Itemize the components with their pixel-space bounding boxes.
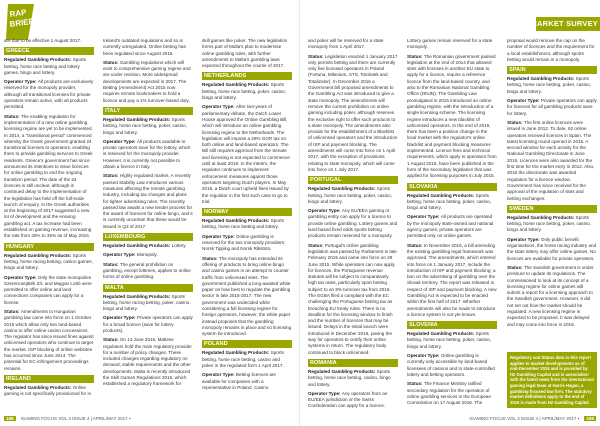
country-heading: SWEDEN — [507, 205, 597, 213]
article-column-2 — [103, 38, 193, 391]
paragraph-text: The enabling regulation for implementation of a new online gambling licensing regime are yet to be implemented. In 2014, a "transitional period" commenced whereby the Greek government granted 24 transitional licenses to operators, enabling them to provide gambling services to Greek residents. Greece's government has since announced its intentions to issue licences for online gambling to end the ongoing transition period. The date of the 24 licences is still unclear, although is continued delay to the implementation of the legislation has held off the full-scale launch of enquiry. In the Greek authorities at the beginning of 2017 suggested a new lot of development and the ensuing gambling act. A tax increase had been established on gaming revenue, increasing the rate from 30% to 35% as of May 2016. — [4, 113, 93, 239]
article-paragraph — [308, 38, 398, 51]
paragraph-text: and poker will be reserved for a state monopoly from 1 April 2017. — [308, 38, 384, 50]
paragraph-label: Operator Type: — [103, 315, 137, 321]
country-heading: GREECE — [4, 47, 94, 55]
paragraph-text: All products are exclusively reserved for the monopoly provider, although all transitional licenses for private operators remain active, with all products permitted. — [4, 79, 94, 110]
country-heading: SLOVENIA — [407, 321, 497, 329]
paragraph-text: Sports betting, horse race betting, poker, casino, bingo and lottery. — [507, 76, 592, 94]
article-paragraph — [4, 309, 94, 372]
page-number-left: 168 — [6, 416, 14, 421]
paragraph-text: Sports betting, horse race betting, poker, casino, bingo and lottery. — [407, 331, 492, 349]
paragraph-text: Sports betting, horse race betting, poker, casino, bingo and lottery. — [308, 186, 393, 204]
page-number-right: 169 — [586, 416, 594, 421]
article-paragraph — [202, 372, 292, 391]
article-column-6 — [507, 38, 597, 331]
paragraph-text: Legislation enacted 1 January 2017 only permits betting and there are currently only five licensed operators in Poland (Fortuna, Milenium, STS, Totolotek and Totalizator). In December 2016 a Government bill proposed amendments to the Gambling Act was introduced to give a state monopoly. The amendments will remove the current prohibition on online gaming including poker, although reserves the exclusive right to offer such products to a state monopoly. The amendments also provide for the establishment of a Blacklist of unlicensed operators and the introduction of ISP and payment blocking. The amendments will come into force on 1 April 2017, with the exception of provisions relating to state monopoly, which will come into force on 1 July 2017. — [308, 53, 398, 172]
paragraph-label: Operator Type: — [407, 353, 441, 359]
paragraph-text: The Romanian government passed legislation at the end of 2014 that allowed sites with licenses in another EU state to apply for a licence, require a reference licence from the land-based country, and also to the Romanian National Gambling Office (ONJN). The Gambling Law promulgated in 2015 introduced an online gambling regime, with the introduction of a single licensing scheme. The licensing regime introduces a new blacklist of unlicensed operators. In the end of 2016, there has been a positive change in the local market with the regulator's online blacklist and payment blocking measures implemented. Licence fees and technical requirements, which apply to operators from 1 August 2015, have been published in the form of the secondary legislation that was applied for licensing purposes in July 2015. — [407, 53, 497, 179]
country-heading: HUNGARY — [4, 243, 94, 251]
paragraph-label: Operator Type: — [308, 390, 342, 396]
article-paragraph — [308, 369, 398, 388]
paragraph-text: Only the state monopolies Szerencsejáték Zrt. and Magyar Lottó were permitted to offer online and land connections companies can apply for a license. — [4, 274, 92, 305]
paragraph-label: Regulated Gambling Products: — [4, 57, 73, 63]
paragraph-label: Regulated Gambling Products: — [103, 293, 172, 299]
article-paragraph — [202, 218, 292, 231]
paragraph-label: Regulated Gambling Products: — [4, 384, 73, 390]
country-heading: IRELAND — [4, 375, 94, 383]
article-paragraph — [103, 294, 193, 313]
country-heading: NETHERLANDS — [202, 72, 292, 80]
paragraph-text: Sports betting, horse race betting, poker, casino, bingo and lottery. — [202, 82, 287, 101]
paragraph-text: Sports betting, horse race betting and lottery games, bingo and lottery. — [4, 57, 86, 75]
paragraph-text: Sports betting, horse race betting and lottery. — [202, 218, 284, 230]
paragraph-label: Regulated Gambling Products: — [407, 331, 476, 337]
article-paragraph — [407, 353, 497, 378]
article-paragraph — [407, 243, 497, 319]
article-paragraph — [202, 234, 292, 253]
paragraph-text: The Finance Ministry ratified secondary regulation for the operation of online gambling services in the European Commission on 17 August 2016. The — [407, 381, 492, 406]
paragraph-label: Operator Type: — [202, 372, 236, 378]
country-heading: LUXEMBOURG — [103, 233, 193, 241]
paragraph-label: Status: — [103, 261, 120, 267]
paragraph-text: Private operators can apply for a broad licence (save for lottery products). — [103, 315, 193, 333]
paragraph-text: skill games like poker. The new legislation forms part of Malta's plan to modernise online gambling rules, with further amendments to Malta's gambling laws expected throughout the course of 2017. — [202, 38, 288, 69]
paragraph-text: Lottery games remain reserved for a state monopoly. — [407, 38, 493, 50]
article-paragraph — [407, 54, 497, 180]
article-paragraph — [4, 275, 94, 306]
paragraph-text: The monopoly has extended its offering of products to bring online bingo and casino games in an attempt to counter traffic from unlicensed sites. The government published a long-awaited white paper on how best to regulate the gambling sector in late 2016-2017. The new government was undecided while considering a full licensing regime for foreign operators, however, the white paper instead proposes that the gambling monopoly remains in place and no licensing system be introduced. — [202, 255, 292, 337]
paragraph-text: The general prohibition on gambling, except lotteries, applies to online forms of online gambling. — [103, 261, 191, 280]
paragraph-text: Only public benefit organisations, the horse racing industry and the state lottery may offer online games. No licences are available for private operators. — [507, 236, 597, 261]
article-paragraph — [4, 114, 94, 240]
rapid-briefing-logo — [4, 2, 52, 42]
article-paragraph — [4, 79, 94, 110]
article-paragraph — [507, 215, 597, 234]
paragraph-label: Status: — [407, 381, 424, 387]
paragraph-text: Lottery — [171, 243, 186, 249]
paragraph-label: Regulated Gambling Products: — [4, 252, 73, 258]
paragraph-label: Regulated Gambling Products: — [507, 214, 576, 220]
paragraph-label: Status: — [202, 255, 219, 261]
paragraph-label: Regulated Gambling Products: — [202, 350, 271, 356]
paragraph-text: All products are operated by the monopoly state-owned and national agency games; private operators are permitted only on online games. — [407, 214, 494, 239]
paragraph-text: After two-years of parliamentary debate, the Dutch Lower House approved the Online Gambling Bill, which will introduce an online gambling licensing regime to the Netherlands. The legislation will impose a 29% GGR tax on both online and land-based operators. The Bill still requires approval from the Senate and licensing is not expected to commence until at least 2018. In the interim, the regulator continues to implement enforcement measures against those operators targeting Dutch players. In May 2016, a Dutch court upheld fines issued by the regulator in the first such case to go to trial. — [202, 104, 290, 204]
article-paragraph — [308, 243, 398, 356]
article-paragraph — [103, 60, 193, 104]
country-heading: NORWAY — [202, 208, 292, 216]
paragraph-text: Monopoly. — [136, 252, 158, 258]
paragraph-label: Operator Type: — [507, 98, 541, 104]
paragraph-text: Online gaming is not specifically provisioned for in — [4, 384, 92, 397]
article-paragraph — [407, 331, 497, 350]
article-paragraph — [202, 82, 292, 101]
article-paragraph — [308, 186, 398, 205]
article-paragraph — [4, 385, 94, 398]
article-paragraph — [103, 117, 193, 136]
footer-right — [470, 416, 597, 421]
article-paragraph — [103, 243, 193, 249]
paragraph-label: Operator Type: — [202, 233, 236, 239]
paragraph-label: Status: — [507, 119, 524, 125]
paragraph-label: Operator Type: — [507, 236, 541, 242]
paragraph-label: Operator Type: — [308, 208, 342, 214]
article-paragraph — [407, 214, 497, 239]
data-note-box — [507, 352, 597, 408]
country-heading: ITALY — [103, 107, 193, 115]
country-heading: SLOVAKIA — [407, 183, 497, 191]
paragraph-text: Betting licences are available for companies with a representative in Poland. Casino — [202, 372, 276, 390]
article-paragraph — [103, 252, 193, 258]
article-paragraph — [202, 256, 292, 338]
article-paragraph — [103, 262, 193, 281]
svg-text:BRIEF: BRIEF — [9, 16, 35, 29]
article-column-1 — [4, 38, 94, 401]
country-heading: SPAIN — [507, 66, 597, 74]
footer-left-text: iGAMING FOCUS VOL 3 ISSUE 4 | APRIL/MAY 2017 ▪ — [20, 416, 131, 421]
paragraph-text: Online gambling is currently only accessible by land-based licensees of casinos and to state-controlled lottery and betting operators. — [407, 353, 495, 377]
paragraph-label: Regulated Gambling Products: — [407, 192, 476, 198]
footer-left — [4, 416, 131, 421]
country-heading: POLAND — [202, 340, 292, 348]
paragraph-label: Operator Type: — [103, 252, 137, 258]
article-column-4 — [308, 38, 398, 413]
paragraph-text: Amendments to Hungarian gambling law came into force on 1 October 2015 which allow only two land-based casino to offer online casino concessions. The regulator has since issued fines against unlicensed operators who continue to target the market. IGP blocking of online websites has occurred since June 2014. The potential for EC infringement proceedings remains. — [4, 308, 94, 371]
footer-right-text: iGAMING FOCUS VOL 3 ISSUE 4 | APRIL/MAY 2017 ▪ — [469, 416, 580, 421]
paragraph-label: Operator Type: — [4, 79, 38, 85]
article-paragraph — [103, 173, 193, 230]
article-paragraph — [507, 76, 597, 95]
data-note-text: Regulatory and Status data in this report applies to market developments as of mid-December 2016 and is provided by H2 Gambling Capital and in association with the latest news from the international gaming legal team at Harris Hagan, a gambling focused law firm. The statutory market definitions apply to the end of 2016 is made from H2 Gambling Capital. — [510, 355, 594, 405]
section-title: WORLD MARKET SURVEY — [498, 19, 598, 28]
article-paragraph — [507, 38, 597, 63]
paragraph-text: Any EU/EEA gaming or gambling entity can apply for a licence to provide online gambling. Lottery games and land-based fixed odds sports betting products remain reserved for a monopoly. — [308, 208, 398, 239]
svg-text:RAP: RAP — [9, 7, 28, 19]
paragraph-text: Gambling regulations which will exist to comprehensive gaming regime and are under revision. More widespread developments are expected in 2017. The Betting (Amendment) Act 2015 now requires remote bookmakers to hold a licence and pay a 1% turnover-based duty. — [103, 59, 191, 103]
paragraph-text: Sports betting, horse race betting, poker, casino, bingo and lottery. — [407, 192, 492, 211]
paragraph-label: Status: — [103, 173, 120, 179]
paragraph-label: Operator Type: — [103, 138, 137, 144]
paragraph-text: Sports betting, horse race betting, poker, casino, bingo and lottery. — [103, 116, 188, 135]
paragraph-text: Sports betting, horse racing betting, casino games, bingo and lottery. — [4, 252, 93, 271]
article-paragraph — [202, 350, 292, 369]
article-paragraph — [103, 38, 193, 57]
paragraph-label: Status: — [103, 337, 120, 343]
paragraph-text: The first online licences were issued in June 2012. To date, 62 online operators received licences in Spain. The latest licensing round opened in 2015. A second window for each activity for the National Gambling Directorate in June 2016. Licences were also awarded for the first time for the market entry in 2012. Also, 2016 the directorate was awarded regulation for a licence window. Government has since received for the approval of the regulation of slots and betting exchanges. — [507, 119, 595, 201]
paragraph-text: Ireland's outdated regulations and so is currently unregulated. Online betting has been regulated since August 2015. — [103, 38, 186, 56]
paragraph-label: Status: — [407, 53, 424, 59]
article-paragraph — [308, 391, 398, 410]
article-paragraph — [103, 337, 193, 387]
article-paragraph — [103, 315, 193, 334]
article-column-5 — [407, 38, 497, 409]
paragraph-label: Status: — [4, 113, 21, 119]
paragraph-label: Status: — [103, 59, 120, 65]
section-header — [300, 17, 600, 31]
paragraph-label: Status: — [308, 242, 325, 248]
article-paragraph — [103, 139, 193, 170]
paragraph-label: Regulated Gambling Products: — [202, 82, 271, 88]
paragraph-text: Sports betting, horse race betting, casino, bingo and lottery. — [308, 368, 391, 387]
article-paragraph — [507, 98, 597, 117]
paragraph-label: Operator Type: — [407, 214, 441, 220]
article-paragraph — [308, 208, 398, 239]
paragraph-text: In November 2016, a bill amending the existing gambling legal framework was approved. The amendments, which entered into force on 1 January 2017, include the introduction of ISP and payment blocking; a ban on the advertising of gambling over the Slovak territory. The report was released in respect of ISP and payment blocking. A new Gambling Act is expected to be enacted within the first half of 2017. Whether amendments will also be made to introduce a licence system is not yet known. — [407, 242, 497, 317]
article-paragraph — [4, 57, 94, 76]
paragraph-text: Sports betting, horse racing betting, poker, casino, bingo and lottery. — [103, 293, 191, 312]
paragraph-label: Regulated Gambling Products: — [308, 186, 377, 192]
paragraph-label: Status: — [407, 242, 424, 248]
article-column-3 — [202, 38, 292, 394]
paragraph-text: Portugal's online gambling legislation was passed by Parliament in late February 2015 and came into force on 29 June 2015. While operators can now apply for licences, the Portuguese revenue statutes will be subject to comparatively high tax rates, particularly sport betting subject to an 8% turnover tax from 2016. The EGBA filed a complaint with the EC challenging the Portuguese betting tax as breaching EU treaty rules. There is no deadline for the licensing window to finish and the number of licences that may be issued. Delays in the initial launch were introduced in December 2016, paving the way for operators to certify their online systems in return. The regulatory body continued to block unlicensed. — [308, 242, 397, 355]
article-paragraph — [507, 120, 597, 202]
article-paragraph — [507, 265, 597, 328]
paragraph-text: Sports betting, horse race betting, poker, casino, bingo and lottery. — [507, 214, 592, 233]
article-paragraph — [202, 38, 292, 69]
paragraph-text: All products available to private operators save for the lottery, which is reserved for the monopoly provider. However, it is currently not possible to obtain a licence in Italy. — [103, 138, 191, 170]
paragraph-text: The Swedish government is under pressure to update its regulations. The commissioned to look at its concept of a licensing regime for online games will submit a report for a licensing approach to the Swedish government. However, it did not set out how the market should be regulated. A new licensing regime is expected to be proposed. It was delayed and may come into force in 2019. — [507, 264, 594, 327]
rapid-briefing-logo-icon — [4, 2, 52, 42]
paragraph-text: Highly regulated market. A recently passed Stability Law introduces various measures affecting the remote gambling industry, including tax changes and plans for tighter advertising rules. The recently passed law awaits a new tender process for the award of licences for online bingo, and it is currently uncertain that these would be issued in Q3 of 2017. — [103, 173, 193, 229]
article-paragraph — [407, 381, 497, 406]
paragraph-text: Sports betting, horse race betting, casino and poker in the regulated form 1 April 2017. — [202, 350, 284, 369]
paragraph-text: Online gambling is reserved for the two monopoly providers: Norsk Tipping and Norsk Rikstoto. — [202, 233, 286, 252]
paragraph-label: Operator Type: — [202, 104, 236, 110]
article-paragraph — [4, 253, 94, 272]
article-paragraph — [4, 38, 94, 44]
paragraph-label: Regulated Gambling Products: — [103, 116, 172, 122]
paragraph-label: Status: — [308, 53, 325, 59]
paragraph-label: Operator Type: — [4, 274, 38, 280]
article-paragraph — [308, 54, 398, 174]
article-paragraph — [407, 38, 497, 51]
article-paragraph — [507, 237, 597, 262]
country-heading: ROMANIA — [308, 359, 398, 367]
article-paragraph — [407, 193, 497, 212]
paragraph-text: Any operators from an EU/EEA jurisdiction or the Swiss Confederation can apply for a licence. — [308, 390, 388, 409]
paragraph-text: are due to be effective 1 August 2017. — [4, 38, 82, 43]
paragraph-label: Regulated Gambling Products: — [308, 368, 377, 374]
paragraph-label: Regulated Gambling Products: — [202, 218, 271, 224]
paragraph-label: Regulated Gambling Products: — [103, 243, 172, 249]
paragraph-label: Regulated Gambling Products: — [507, 76, 576, 82]
country-heading: MALTA — [103, 284, 193, 292]
paragraph-label: Status: — [507, 264, 524, 270]
paragraph-text: proposal would remove the cap on the number of licences and the requirement for a local establishment, although sports betting would remain in a monopoly. — [507, 38, 595, 62]
paragraph-label: Status: — [4, 308, 21, 314]
country-heading: PORTUGAL — [308, 176, 398, 184]
article-paragraph — [202, 104, 292, 205]
paragraph-text: On 13 June 2016, Maltese regulators hold the main regulatory provider for a number of policy changes. These included changes regarding regulatory on demand, stable requirements and the other developments. Malta is recently introduced the Skill Games Regulations 2016, which established a regulatory framework for — [103, 337, 192, 387]
paragraph-text: Private operators can apply for licences for all gambling products save for lottery. — [507, 98, 597, 116]
